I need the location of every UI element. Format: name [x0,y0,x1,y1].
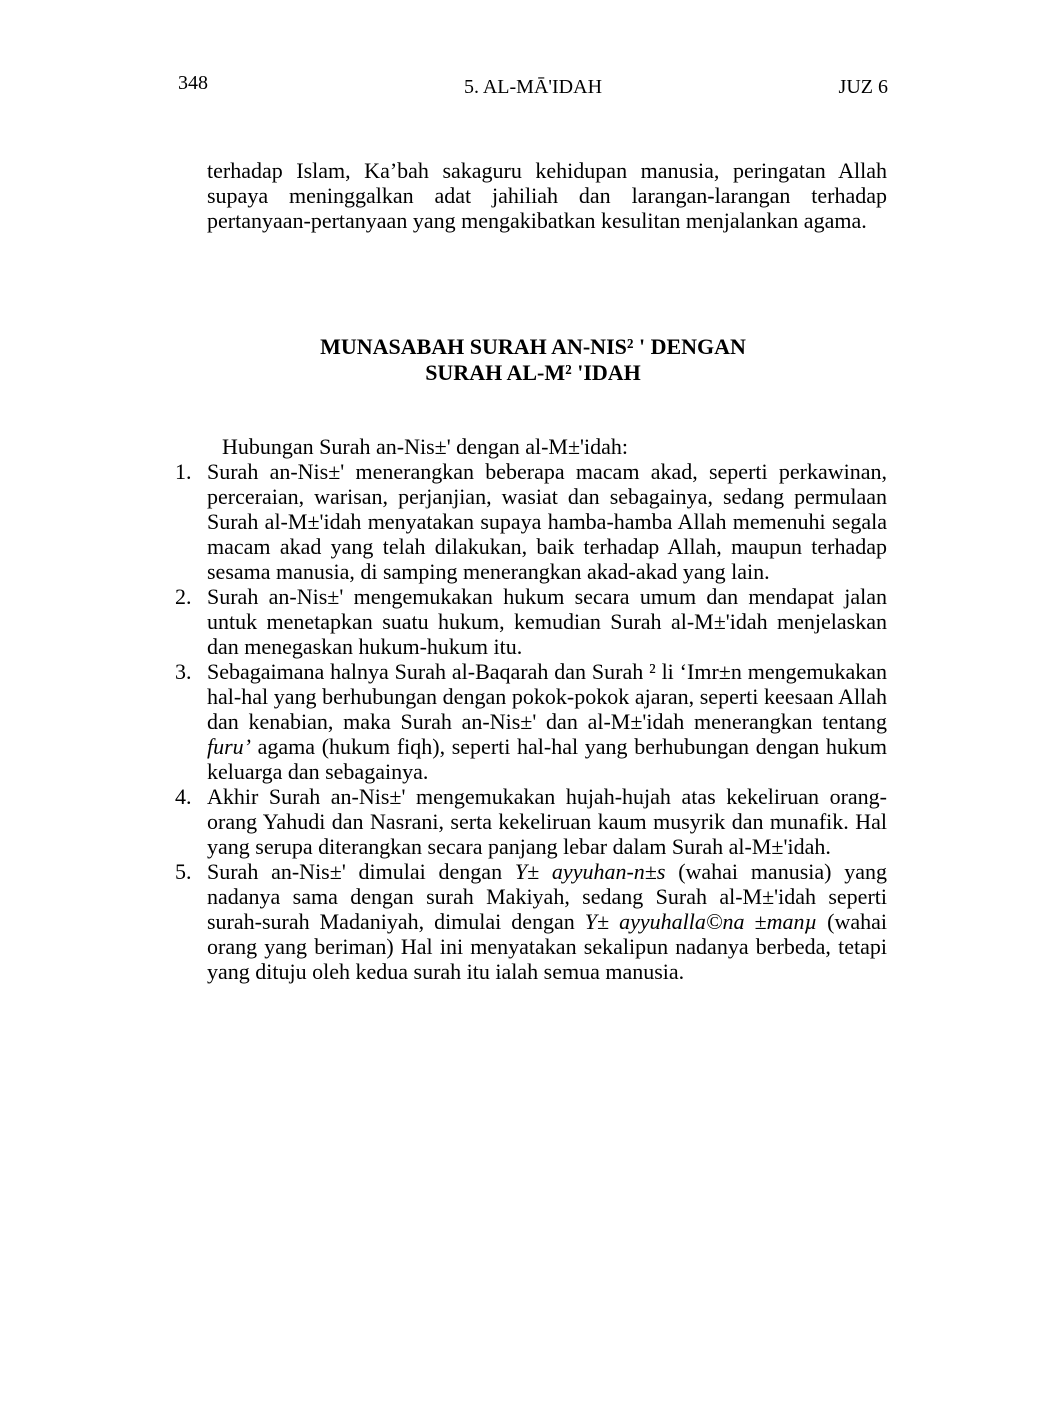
list-number: 4. [175,784,192,809]
list-item [175,859,888,984]
munasabah-list [175,459,888,984]
list-item [175,659,887,784]
running-header [178,72,888,102]
section-lead: Hubungan Surah an-Nis±' dengan al-M±'idah: [222,434,628,459]
list-number: 3. [175,659,192,684]
section-title [178,334,888,386]
term-ya-ayyuhan-nas: Y± ayyuhan-n±s [514,859,666,884]
juz-label: JUZ 6 [838,76,888,98]
list-number: 5. [175,859,192,884]
list-item [175,584,887,659]
list-item [175,784,887,859]
list-number: 1. [175,459,192,484]
intro-paragraph: terhadap Islam, Ka’bah sakaguru kehidupan manusia, peringatan Allah supaya meninggalkan adat jahiliah dan larangan-larangan terhadap pertanyaan-pertanyaan yang mengakibatkan kesulitan menjalankan agama. [207,158,887,233]
list-item-text: Sebagaimana halnya Surah al-Baqarah dan Surah ² li ‘Imr±n mengemukakan hal-hal yang berhubungan dengan pokok-pokok ajaran, seperti keesaan Allah dan kenabian, maka Surah an-Nis±' dan al-M±'idah menerangkan tentang [207,659,887,734]
list-item-text-mid: (wahai manusia) yang nadanya sama dengan surah Makiyah, sedang Surah al-M±'idah seperti surah-surah Madaniyah, dimulai dengan [207,859,887,934]
list-number: 2. [175,584,192,609]
list-item-text: Surah an-Nis±' mengemukakan hukum secara umum dan mendapat jalan untuk menetapkan suatu hukum, kemudian Surah al-M±'idah menjelaskan dan menegaskan hukum-hukum itu. [207,584,887,659]
list-item [175,459,887,584]
term-ya-ayyuhallazina: Y± ayyuhalla©na ±manµ [584,909,818,934]
section-title-line-2: SURAH AL-M² 'IDAH [425,360,641,385]
list-item-text: Akhir Surah an-Nis±' mengemukakan hujah-hujah atas kekeliruan orang-orang Yahudi dan Nasrani, serta kekeliruan kaum musyrik dan munafik. Hal yang serupa diterangkan secara panjang lebar dalam Surah al-M±'idah. [207,784,887,859]
term-furu: furu’ [207,734,251,759]
section-title-line-1: MUNASABAH SURAH AN-NIS² ' DENGAN [320,334,746,359]
list-item-text-cont: (wahai orang yang beriman) Hal ini menyatakan sekalipun nadanya berbeda, tetapi yang dituju oleh kedua surah itu ialah semua manusia. [207,909,888,984]
list-item-text-cont: agama (hukum fiqh), seperti hal-hal yang berhubungan dengan hukum keluarga dan sebagainya. [207,734,887,784]
running-title: 5. AL-MĀ'IDAH [463,76,603,98]
list-item-text: Surah an-Nis±' menerangkan beberapa macam akad, seperti perkawinan, perceraian, warisan, perjanjian, wasiat dan sebagainya, sedang permulaan Surah al-M±'idah menyatakan supaya hamba-hamba Allah memenuhi segala macam akad yang telah dilakukan, baik terhadap Allah, maupun terhadap sesama manusia, di samping menerangkan akad-akad yang lain. [207,459,887,584]
list-item-text: Surah an-Nis±' dimulai dengan [207,859,515,884]
page-number: 348 [178,72,208,94]
